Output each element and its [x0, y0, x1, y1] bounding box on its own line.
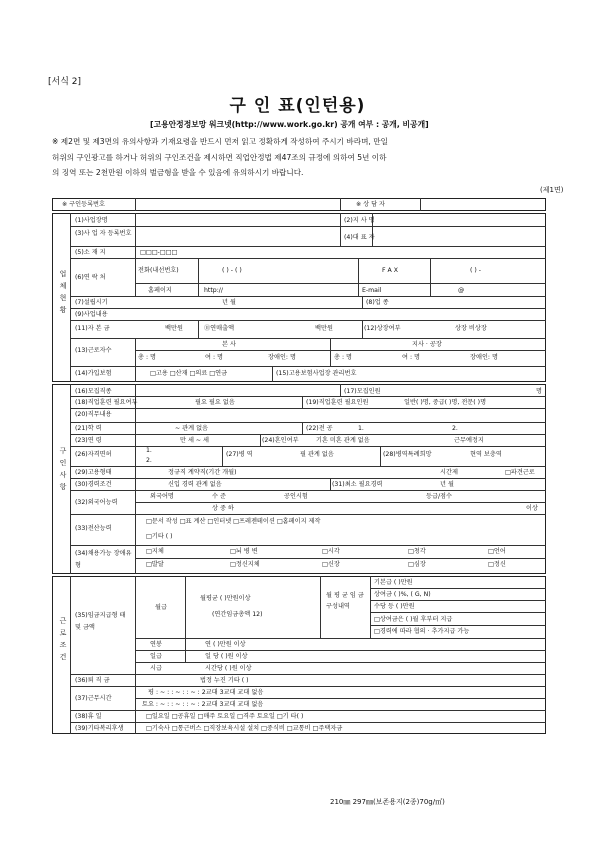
- language-test-label: 공인시험: [284, 493, 308, 500]
- listed-label: (12)상장여부: [364, 325, 401, 332]
- business-content-label: (9)사업내용: [75, 311, 108, 318]
- license-label: (26)자격면허: [75, 451, 112, 458]
- founded-field[interactable]: 년 월: [222, 299, 236, 306]
- training-needed-options[interactable]: 필요 필요 없음: [195, 399, 235, 406]
- dispatch-option[interactable]: □파견근로: [505, 469, 535, 476]
- counselor-label: ※ 상 담 자: [356, 201, 386, 208]
- disability-heart[interactable]: □심장: [408, 561, 426, 568]
- disability-hearing[interactable]: □청각: [408, 548, 426, 555]
- business-reg-number-label: (3)사 업 자 등록번호: [75, 230, 132, 237]
- plant-label: 지사 · 공장: [412, 341, 442, 348]
- computer-options-row2[interactable]: □기타 ( ): [146, 533, 173, 540]
- bonus-field[interactable]: 상여금 ( )%, ( G, N): [374, 591, 431, 598]
- military-pref-options[interactable]: 현역 보충역: [470, 451, 502, 458]
- fax-label: F A X: [382, 267, 398, 274]
- severance-label: (36)퇴 직 금: [75, 677, 110, 684]
- computer-options-row1[interactable]: □문서 작성 □표 계산 □인터넷 □프레젠테이션 □홈페이지 제작: [146, 518, 321, 525]
- disability-visual[interactable]: □시각: [322, 548, 340, 555]
- education-field[interactable]: ~ 관계 없음: [175, 425, 209, 432]
- ceo-label: (4)대 표 자: [344, 234, 375, 241]
- career-label: (30)경력조건: [75, 481, 112, 488]
- training-headcount-field[interactable]: 일반( )명, 중급( )명, 전문( )명: [404, 399, 487, 406]
- hq-label: 본 사: [222, 341, 236, 348]
- min-career-label: (31)최소 필요경력: [332, 481, 383, 488]
- notice-line-2: 허위의 구인광고를 하거나 허위의 구인조건을 제시하면 직업안정법 제47조의 규정에 의하여 5년 이하: [52, 153, 387, 162]
- conditions-section-label: 근로조건: [59, 617, 67, 661]
- employment-type-label: (29)고용형태: [75, 469, 112, 476]
- min-career-field[interactable]: 년 월: [440, 481, 454, 488]
- language-label: (32)외국어능력: [75, 499, 118, 506]
- hq-disabled-field[interactable]: 장애인: 명: [268, 354, 296, 361]
- phone-label: 전화(내선번호): [138, 267, 179, 274]
- training-headcount-label: (19)직업훈련 필요인원: [306, 399, 369, 406]
- job-category-label: (16)모집직종: [75, 388, 112, 395]
- avg-wage-field[interactable]: 월평균 ( )만원이상: [200, 595, 251, 602]
- marriage-label: (24)혼인여부: [262, 437, 299, 444]
- plant-total-field[interactable]: 총 : 명: [334, 354, 352, 361]
- major-label: (22)전 공: [306, 425, 333, 432]
- branch-name-label: (2)지 사 명: [344, 217, 375, 224]
- phone-field[interactable]: ( ) - ( ): [222, 267, 242, 274]
- registration-row: [52, 198, 546, 211]
- work-hours-label: (37)근무시간: [75, 695, 112, 702]
- language-grade-label: 등급/점수: [426, 493, 452, 500]
- homepage-label: 홈페이지: [148, 287, 172, 294]
- weekday-hours-field[interactable]: 평 : ~ : : ~ : : ~ : 2교대 3교대 교대 없음: [148, 689, 264, 696]
- language-level-label: 수 준: [212, 493, 226, 500]
- insurance-options[interactable]: □고용 □산재 □의료 □연금: [150, 370, 228, 377]
- age-field[interactable]: 만 세 ~ 세: [180, 437, 210, 444]
- daily-label: 일급: [150, 653, 162, 660]
- hourly-field[interactable]: 시간당 ( )원 이상: [205, 665, 252, 672]
- hq-total-field[interactable]: 총 : 명: [138, 354, 156, 361]
- holiday-label: (38)휴 일: [75, 713, 102, 720]
- duties-label: (20)직무내용: [75, 411, 112, 418]
- military-label: (27)병 역: [226, 451, 253, 458]
- document-subtitle: [고용안정정보망 워크넷(http://www.work.go.kr) 공개 여부 : 공개, 비공개]: [150, 120, 429, 129]
- work-location-label: 근무예정지: [454, 437, 484, 444]
- wage-type-label: (35)임금지급형 태 및 금액: [75, 612, 126, 631]
- allowance-field[interactable]: 수당 등 ( )만원: [374, 603, 415, 610]
- notice-line-3: 의 징역 또는 2천만원 이하의 벌금형을 받을 수 있음에 유의하시기 바랍니다.: [52, 168, 304, 177]
- license-1[interactable]: 1.: [146, 447, 152, 454]
- plant-disabled-field[interactable]: 장애인: 명: [470, 354, 498, 361]
- age-label: (23)연 령: [75, 437, 102, 444]
- major-2[interactable]: 2.: [452, 425, 458, 432]
- plant-female-field[interactable]: 여 : 명: [402, 354, 420, 361]
- marriage-options[interactable]: 기혼 미혼 관계 없음: [316, 437, 370, 444]
- zip-code-boxes[interactable]: □□□-□□□: [140, 249, 178, 256]
- insurance-mgmt-label: (15)고용보험사업장 관리번호: [276, 370, 357, 377]
- listed-options[interactable]: 상장 비상장: [455, 325, 487, 332]
- welfare-label: (39)기타복리후생: [75, 725, 124, 732]
- training-needed-label: (18)직업훈련 필요여부: [75, 399, 138, 406]
- disability-developmental[interactable]: □발달: [146, 561, 164, 568]
- hq-female-field[interactable]: 여 : 명: [205, 354, 223, 361]
- daily-field[interactable]: 일 당 ( )원 이상: [205, 653, 248, 660]
- bonus-start-checkbox[interactable]: □상여금은 ( )월 후부터 지급: [374, 616, 453, 623]
- wage-composition-label: 월 평 균 임 금 구성내역: [326, 592, 364, 610]
- saturday-hours-field[interactable]: 토요 : ~ : : ~ : : ~ : 2교대 3교대 교대 없음: [142, 701, 264, 708]
- disability-physical[interactable]: □지체: [146, 548, 164, 555]
- employment-type-options[interactable]: 정규직 계약직(기간 개월): [168, 469, 237, 476]
- paper-size-note: 210㎜ 297㎜(보존용지(2종)70g/㎡): [330, 798, 445, 806]
- form-number: [서식 2]: [48, 77, 81, 87]
- email-label: E-mail: [362, 287, 382, 294]
- disability-mental[interactable]: □정신: [488, 561, 506, 568]
- email-field[interactable]: @: [458, 287, 465, 294]
- fax-field[interactable]: ( ) -: [470, 267, 481, 274]
- disability-speech[interactable]: □언어: [488, 548, 506, 555]
- contact-label: (6)연 락 처: [75, 274, 106, 281]
- capital-label: (11)자 본 금: [75, 325, 110, 332]
- sales-label: ⑪연매출액: [204, 325, 235, 332]
- yearly-field[interactable]: 연 ( )만원 이상: [205, 641, 246, 648]
- license-2[interactable]: 2.: [146, 457, 152, 464]
- severance-options[interactable]: 법정 누진 기타 ( ): [200, 677, 249, 684]
- computer-skills-label: (33)전산능력: [75, 525, 112, 532]
- disability-intellectual[interactable]: □정신지체: [230, 561, 260, 568]
- company-name-label: (1)사업장명: [75, 217, 108, 224]
- homepage-field[interactable]: http://: [204, 287, 223, 294]
- language-above-label: 이상: [526, 505, 538, 512]
- military-pref-label: (28)병역특례희망: [383, 451, 432, 458]
- disability-kidney[interactable]: □신장: [322, 561, 340, 568]
- yearly-label: 연봉: [150, 641, 162, 648]
- registration-number-label: ※ 구인등록번호: [62, 201, 106, 208]
- monthly-label: 월급: [155, 604, 167, 611]
- military-options[interactable]: 필 관계 없음: [300, 451, 334, 458]
- sales-unit: 백만원: [315, 325, 333, 332]
- insurance-label: (14)가입보험: [75, 370, 112, 377]
- industry-label: (8)업 종: [366, 299, 389, 306]
- language-level-options[interactable]: 상 중 하: [212, 505, 234, 512]
- language-name-label: 외국어명: [150, 493, 174, 500]
- disability-brain[interactable]: □뇌 병 변: [230, 548, 258, 555]
- address-label: (5)소 재 지: [75, 249, 106, 256]
- career-pay-checkbox[interactable]: □경력에 따라 협의 · 추가지급 가능: [374, 628, 470, 635]
- major-1[interactable]: 1.: [358, 425, 364, 432]
- founded-label: (7)설립시기: [75, 299, 108, 306]
- headcount-unit: 명: [536, 388, 542, 395]
- company-section-label: 업체현황: [59, 270, 67, 314]
- capital-unit: 백만원: [165, 325, 183, 332]
- headcount-label: (17)모집인원: [344, 388, 381, 395]
- holiday-options[interactable]: □일요일 □공휴일 □매주 토요일 □격주 토요일 □기 타( ): [146, 713, 304, 720]
- hourly-label: 시급: [150, 665, 162, 672]
- annual-total-field[interactable]: (연간임금총액 12): [212, 611, 263, 618]
- disability-type-label: (34)채용가능 장애유형: [75, 550, 132, 569]
- welfare-options[interactable]: □기숙사 □통근버스 □직장보육시설 설치 □중식비 □교통비 □주택자금: [146, 725, 343, 732]
- employees-label: (13)근로자수: [75, 347, 112, 354]
- notice-line-1: ※ 제2면 및 제3면의 유의사항과 기재요령을 반드시 먼저 읽고 정확하게 작성하여 주시기 바라며, 만일: [52, 137, 388, 146]
- parttime-option[interactable]: 시간제: [440, 469, 458, 476]
- career-options[interactable]: 신입 경력 관계 없음: [168, 481, 222, 488]
- page-number: (제1면): [540, 186, 564, 194]
- document-title: 구 인 표(인턴용): [229, 96, 366, 116]
- base-pay-field[interactable]: 기본급 ( )만원: [374, 579, 413, 586]
- education-label: (21)학 력: [75, 425, 102, 432]
- recruit-section-label: 구인사항: [59, 447, 67, 491]
